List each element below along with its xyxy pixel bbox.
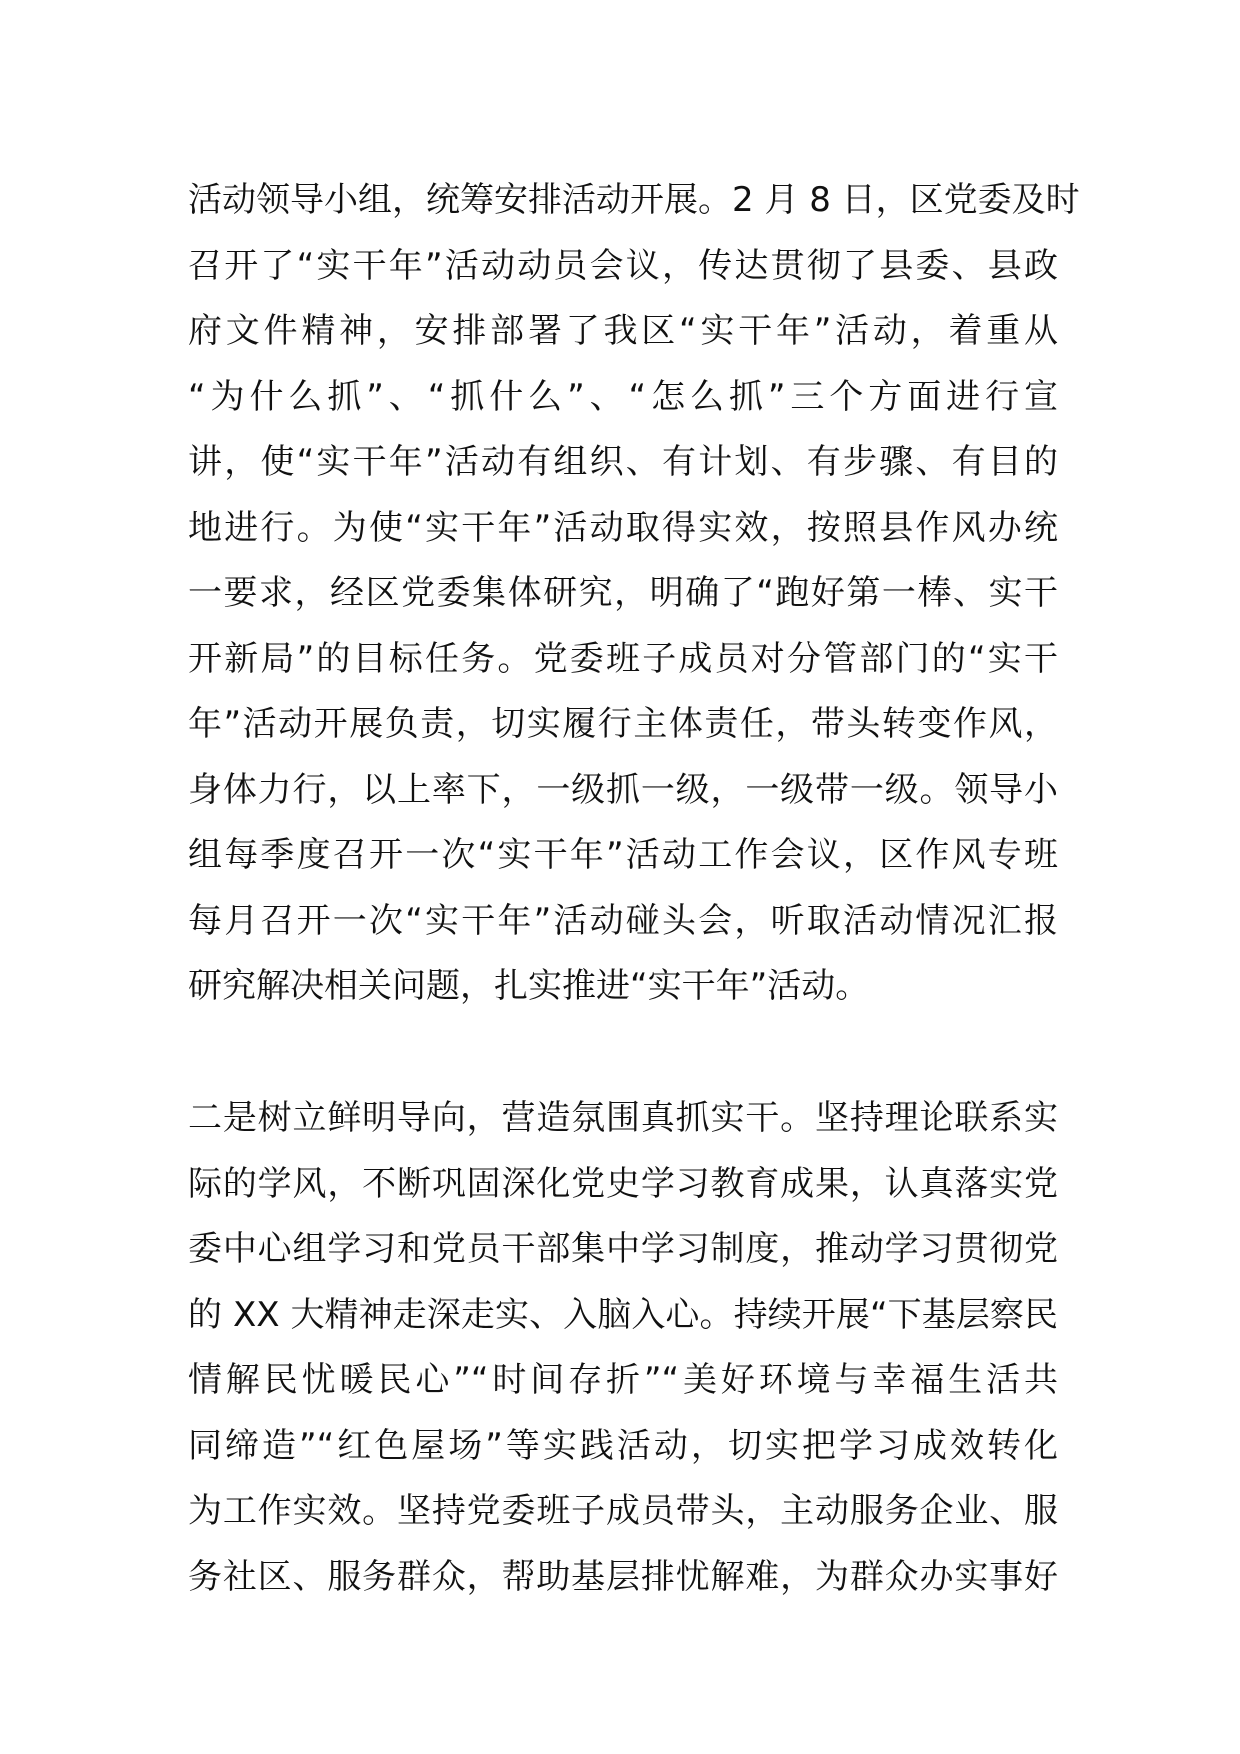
text-line: 为工作实效。坚持党委班子成员带头，主动服务企业、服 [188,1491,1058,1531]
text-line: 二是树立鲜明导向，营造氛围真抓实干。坚持理论联系实 [188,1098,1058,1138]
text-line: 研究解决相关问题，扎实推进“实干年”活动。 [188,966,870,1006]
text-line: 际的学风，不断巩固深化党史学习教育成果，认真落实党 [188,1163,1058,1204]
paragraph-2 [188,1086,1058,1610]
text-line: 府文件精神，安排部署了我区“实干年”活动，着重从 [188,311,1058,351]
text-line: 委中心组学习和党员干部集中学习制度，推动学习贯彻党 [188,1229,1058,1269]
text-line: 讲，使“实干年”活动有组织、有计划、有步骤、有目的 [188,442,1058,482]
text-line: 务社区、服务群众，帮助基层排忧解难，为群众办实事好 [188,1556,1058,1597]
text-line: 的 XX 大精神走深走实、入脑入心。持续开展“下基层察民 [188,1294,1058,1335]
text-line: 一要求，经区党委集体研究，明确了“跑好第一棒、实干 [188,573,1058,613]
paragraph-1 [188,168,1080,1020]
text-line: 同缔造”“红色屋场”等实践活动，切实把学习成效转化 [188,1425,1058,1466]
text-line: 地进行。为使“实干年”活动取得实效，按照县作风办统 [188,507,1058,548]
text-line: 身体力行，以上率下，一级抓一级，一级带一级。领导小 [188,769,1058,810]
text-line: 年”活动开展负责，切实履行主体责任，带头转变作风， [188,704,1058,744]
text-line: 活动领导小组，统筹安排活动开展。2 月 8 日，区党委及时 [188,180,1080,220]
text-line: 召开了“实干年”活动动员会议，传达贯彻了县委、县政 [188,245,1058,286]
text-line: 情解民忧暖民心”“时间存折”“美好环境与幸福生活共 [188,1360,1058,1400]
text-line: “为什么抓”、“抓什么”、“怎么抓”三个方面进行宣 [188,376,1058,417]
text-line: 开新局”的目标任务。党委班子成员对分管部门的“实干 [188,638,1058,679]
text-line: 每月召开一次“实干年”活动碰头会，听取活动情况汇报 [188,900,1058,941]
text-line: 组每季度召开一次“实干年”活动工作会议，区作风专班 [188,835,1058,875]
